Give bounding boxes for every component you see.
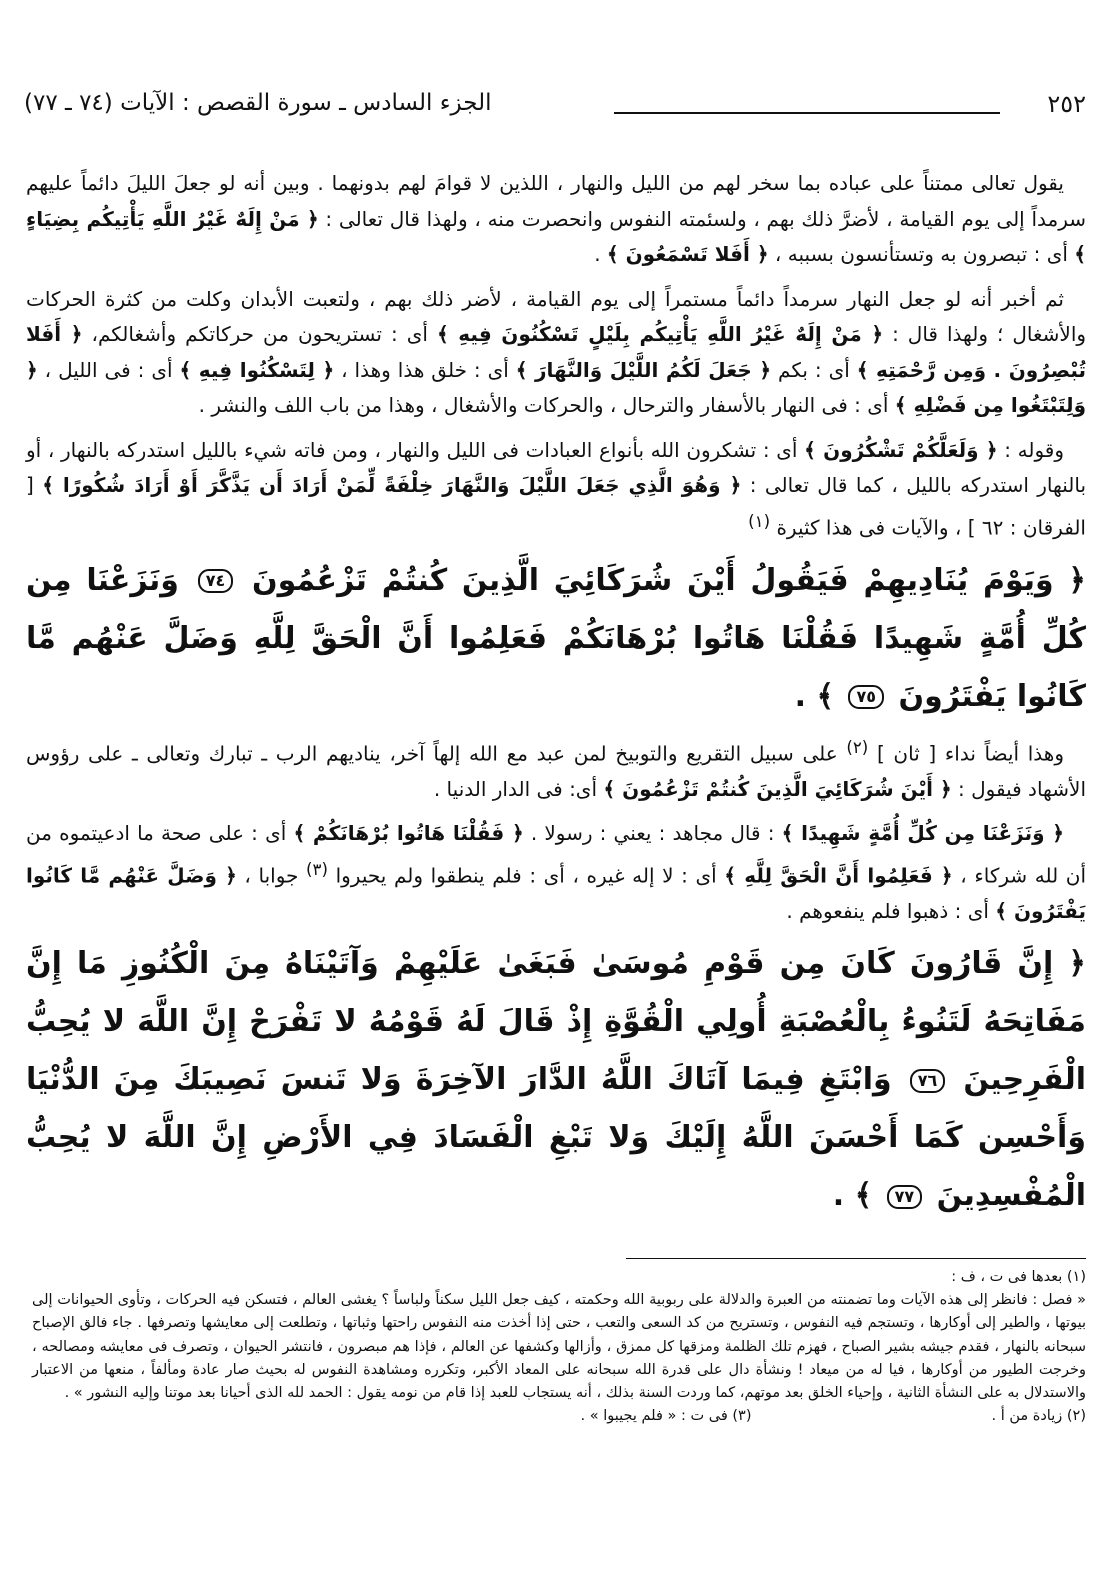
verse-text: ﴿ وَيَوْمَ يُنَادِيهِمْ فَيَقُولُ أَيْنَ شُرَكَائِيَ الَّذِينَ كُنتُمْ تَزْعُمُونَ	[251, 562, 1087, 598]
paragraph-text: أى : تستريحون من حركاتكم وأشغالكم،	[91, 322, 428, 346]
paragraph-text: أى : لا إله غيره ، أى : فلم ينطقوا ولم يحيروا	[335, 863, 717, 888]
footnote-marker: (١)	[748, 511, 771, 531]
footnotes	[32, 1266, 1086, 1428]
footnote-marker: (٣)	[306, 859, 328, 879]
verse-text: ﴿ إِنَّ قَارُونَ كَانَ مِن قَوْمِ مُوسَىٰ فَبَغَىٰ عَلَيْهِمْ وَآتَيْنَاهُ مِنَ الْكُنُوزِ مَا إِنَّ مَفَاتِحَهُ لَتَنُوءُ بِالْعُصْبَةِ أُولِي الْقُوَّةِ إِذْ قَالَ لَهُ قَوْمُهُ لا تَفْرَحْ إِنَّ اللَّهَ لا يُحِبُّ الْفَرِحِينَ	[26, 946, 1086, 1098]
quran-quote: ﴿ وَهُوَ الَّذِي جَعَلَ اللَّيْلَ وَالنَّهَارَ خِلْفَةً لِّمَنْ أَرَادَ أَن يَذَّكَّرَ أَوْ أَرَادَ شُكُورًا ﴾	[42, 473, 742, 497]
paragraph-text: أى : خلق هذا وهذا ،	[341, 357, 509, 382]
quran-quote: ﴿ أَفَلا تُبْصِرُونَ . وَمِن رَّحْمَتِهِ ﴾	[26, 322, 1087, 382]
quran-quote: ﴿ جَعَلَ لَكُمُ اللَّيْلَ وَالنَّهَارَ ﴾	[515, 357, 772, 382]
page-number: ٢٥٢	[1047, 90, 1086, 118]
paragraph-text: جوابا ،	[244, 863, 299, 888]
quran-quote: ﴿ مَنْ إِلَهٌ غَيْرُ اللَّهِ يَأْتِيكُم بِضِيَاءٍ ﴾	[26, 206, 1086, 266]
paragraph-text: وقوله :	[1004, 437, 1064, 462]
quran-quote: ﴿ أَيْنَ شُرَكَائِيَ الَّذِينَ كُنتُمْ تَزْعُمُونَ ﴾	[603, 776, 952, 801]
paragraph-text: أى : فى النهار بالأسفار والترحال ، والحركات والأشغال ، وهذا من باب اللف والنشر .	[198, 393, 889, 417]
paragraph-text: ثم أخبر أنه لو جعل النهار سرمداً دائماً مستمراً إلى يوم القيامة ، لأضر ذلك بهم ، ولتعبت الأبدان وكلت من كثرة الحركات والأشغال ؛ ولهذا قال :	[26, 286, 1087, 346]
paragraph-5	[26, 816, 1086, 929]
quran-quote: ﴿ مَنْ إِلَهٌ غَيْرُ اللَّهِ يَأْتِيكُم بِلَيْلٍ تَسْكُنُونَ فِيهِ ﴾	[436, 322, 884, 346]
footnote-1-head: (١) بعدها فى ت ، ف :	[951, 1269, 1086, 1285]
paragraph-4	[26, 730, 1086, 808]
paragraph-1	[26, 166, 1086, 273]
quran-quote: ﴿ وَنَزَعْنَا مِن كُلِّ أُمَّةٍ شَهِيدًا ﴾	[781, 821, 1065, 846]
quran-quote: ﴿ وَلَعَلَّكُمْ تَشْكُرُونَ ﴾	[804, 437, 998, 462]
verse-block-76-77	[26, 935, 1086, 1225]
paragraph-text: أى : بكم	[778, 357, 850, 382]
paragraph-text: على سبيل التقريع والتوبيخ لمن عبد مع الله إلهاً آخر، يناديهم الرب ـ تبارك وتعالى ـ على رؤوس الأشهاد فيقول :	[26, 741, 1086, 801]
footnote-1-body: « فصل : فانظر إلى هذه الآيات وما تضمنته من العبرة والدلالة على ربوبية الله وحكمته ، كيف جعل الليل سكناً ولباساً ؟ يغشى العالم ، فتسكن فيه الحركات ، وتأوى الحيوانات إلى بيوتها ، والطير إلى أوكارها ، وتستجم فيه النفوس ، وتستريح من كد السعى والتعب ، حتى إذا أخذت منه النفوس راحتها وثباتها ، وتطلعت إلى معايشها وتصرفها . جاء فالق الإصباح سبحانه بالنهار ، فقدم جيشه بشير الصباح ، فهزم تلك الظلمة ومزقها كل ممزق ، وأزالها وكشفها عن العالم ، فإذا هم مبصرون ، فانتشر الحيوان ، وتصرف فى معايشه ومصالحه ، وخرجت الطيور من أوكارها ، فيا له من ميعاد ! ونشأة دال على قدرة الله سبحانه على المعاد الأكبر، وتكرره ومشاهدة النفوس له بحيث صار عادة ومألفاً ، منعها من الاعتبار والاستدلال به على النشأة الثانية ، وإحياء الخلق بعد موتهم، كما وردت السنة بذلك ، أنه يستجاب للعبد إذا قام من نومه يقول : الحمد لله الذى أحيانا بعد موتنا وإليه النشور » .	[32, 1292, 1086, 1402]
quran-quote: ﴿ فَقُلْنَا هَاتُوا بُرْهَانَكُمْ ﴾	[293, 821, 524, 846]
paragraph-2	[26, 282, 1086, 424]
quran-quote: ﴿ لِتَسْكُنُوا فِيهِ ﴾	[179, 357, 335, 382]
paragraph-text: أى : تشكرون الله بأنواع العبادات فى الليل والنهار ، ومن فاته شيء بالليل استدركه بالنهار ، أو بالنهار استدركه بالليل ، كما قال تعالى :	[26, 437, 1087, 497]
paragraph-text: أى : تبصرون به وتستأنسون بسببه ،	[774, 242, 1068, 266]
verse-number-badge: ٧٥	[848, 685, 884, 709]
quran-quote: ﴿ وَلِتَبْتَغُوا مِن فَضْلِهِ ﴾	[26, 357, 1086, 417]
verse-text: وَابْتَغِ فِيمَا آتَاكَ اللَّهُ الدَّارَ الآخِرَةَ وَلا تَنسَ نَصِيبَكَ مِنَ الدُّنْيَا وَأَحْسِن كَمَا أَحْسَنَ اللَّهُ إِلَيْكَ وَلا تَبْغِ الْفَسَادَ فِي الأَرْضِ إِنَّ اللَّهَ لا يُحِبُّ الْمُفْسِدِينَ	[26, 1062, 1086, 1214]
verse-number-badge: ٧٤	[198, 569, 234, 593]
paragraph-text: وهذا أيضاً نداء [ ثان ]	[876, 741, 1065, 766]
quran-quote: ﴿ فَعَلِمُوا أَنَّ الْحَقَّ لِلَّهِ ﴾	[724, 863, 953, 888]
verse-text: ﴾ .	[832, 1178, 873, 1214]
quran-quote: ﴿ أَفَلا تَسْمَعُونَ ﴾	[606, 242, 769, 266]
paragraph-text: أى: فى الدار الدنيا .	[433, 776, 598, 801]
quran-quote: ﴿ وَضَلَّ عَنْهُم مَّا كَانُوا يَفْتَرُونَ ﴾	[26, 863, 1086, 923]
main-text	[26, 166, 1086, 1229]
header-rule	[614, 112, 1000, 114]
paragraph-text: أى : على صحة ما ادعيتموه من أن لله شركاء ،	[26, 821, 1087, 888]
paragraph-text: أى : فى الليل ،	[44, 357, 173, 382]
running-header	[24, 90, 1086, 126]
footnote-2: (٢) زيادة من أ .	[991, 1408, 1086, 1425]
paragraph-text: .	[594, 242, 601, 266]
verse-number-badge: ٧٧	[887, 1185, 923, 1209]
paragraph-text: : قال مجاهد : يعني : رسولا .	[530, 821, 775, 846]
paragraph-3	[26, 433, 1086, 546]
paragraph-text: [ الفرقان : ٦٢ ] ، والآيات فى هذا كثيرة	[26, 473, 1086, 540]
footnote-rule	[626, 1258, 1086, 1259]
paragraph-text: أى : ذهبوا فلم ينفعوهم .	[786, 898, 989, 923]
verse-number-badge: ٧٦	[910, 1069, 946, 1093]
running-title: الجزء السادس ـ سورة القصص : الآيات (٧٤ ـ ٧٧)	[24, 90, 492, 116]
paragraph-text: يقول تعالى ممتناً على عباده بما سخر لهم من الليل والنهار ، اللذين لا قوامَ لهم بدونهما . وبين أنه لو جعلَ الليلَ دائماً عليهم سرمداً إلى يوم القيامة ، لأضرَّ ذلك بهم ، ولسئمته النفوس وانحصرت منه ، ولهذا قال تعالى :	[26, 171, 1087, 231]
footnote-marker: (٢)	[846, 737, 869, 757]
footnote-3: (٣) فى ت : « فلم يجيبوا » .	[580, 1408, 752, 1425]
verse-block-74-75	[26, 552, 1086, 726]
verse-text: ﴾ .	[794, 678, 835, 714]
footnotes-2-3	[32, 1405, 1086, 1428]
verse-text: وَنَزَعْنَا مِن كُلِّ أُمَّةٍ شَهِيدًا فَقُلْنَا هَاتُوا بُرْهَانَكُمْ فَعَلِمُوا أَنَّ الْحَقَّ لِلَّهِ وَضَلَّ عَنْهُم مَّا كَانُوا يَفْتَرُونَ	[26, 562, 1086, 714]
